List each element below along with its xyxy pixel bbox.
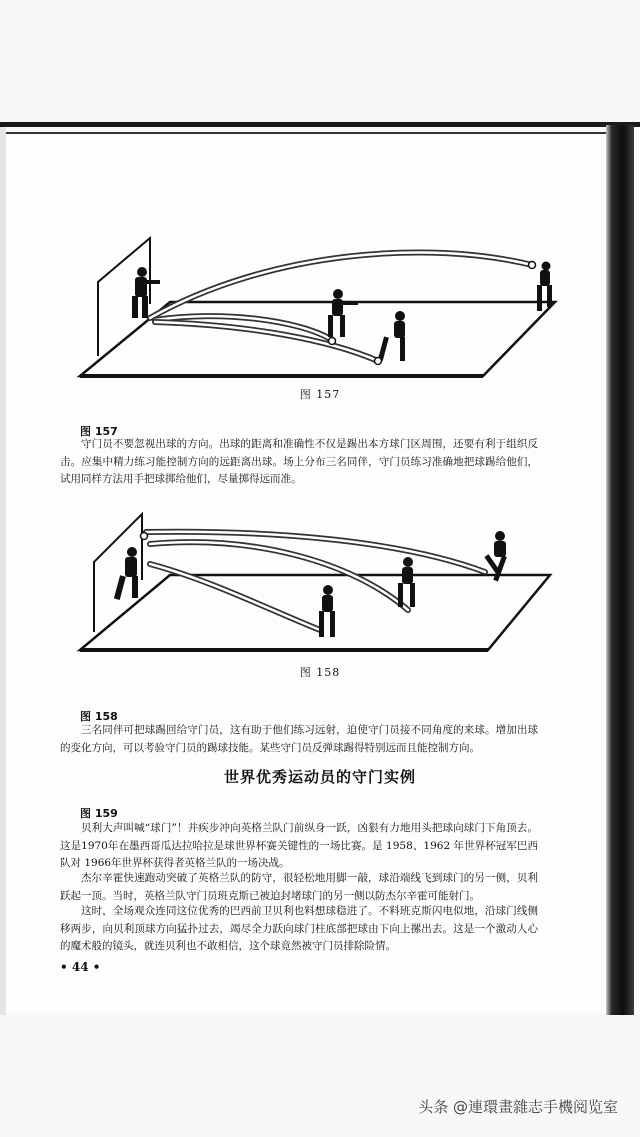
page-number: • 44 •: [60, 960, 101, 974]
section-paragraph-2: 杰尔辛霍快速跑动突破了英格兰队的防守，很轻松地用脚一敲，球沿端线飞到球门的另一侧，贝利跃起一顶。当时，英格兰队守门员班克斯已被迫封堵球门的另一侧以防杰尔辛霍可能射门。: [60, 872, 538, 902]
figure-158-illustration: [70, 510, 570, 660]
book-spine-edge: [606, 125, 634, 1015]
goalkeeper-figure: [132, 267, 160, 318]
page-top-edge: [0, 122, 640, 127]
figure-157-label: 图 157: [80, 425, 118, 438]
figure-158-label: 图 158: [80, 710, 118, 723]
section-title: 世界优秀运动员的守门实例: [223, 768, 416, 786]
figure-157-caption: 图 157: [299, 388, 341, 401]
page-left-edge: [0, 125, 6, 1015]
page-header-rule: [6, 132, 606, 134]
figure-157-text: 守门员不要忽视出球的方向。出球的距离和准确性不仅是踢出本方球门区周围，还要有利于组织反击。应集中精力练习能控制方向的远距离出球。场上分布三名同伴，守门员练习准确地把球踢给他们，试用同样方法用手把球掷给他们，尽量掷得远而准。: [60, 438, 538, 485]
figure-157-illustration: [70, 230, 570, 390]
watermark: 头条 @連環畫雜志手機阅览室: [418, 1098, 618, 1116]
section-paragraph-1: 贝利大声叫喊“球门”！并疾步冲向英格兰队门前纵身一跃，凶狠有力地用头把球向球门下角顶去。这是1970年在墨西哥瓜达拉哈拉是球世界杯赛关键性的一场比赛。是 1958、1962 年世界杯冠军巴西队对 1966年世界杯获得者英格兰队的一场决战。: [60, 822, 538, 869]
figure-158-caption: 图 158: [299, 666, 341, 679]
section-paragraph-3: 这时，全场观众连同这位优秀的巴西前卫贝利也料想球稳进了。不料班克斯闪电似地，沿球门线侧移两步，向贝利顶球方向猛扑过去，竭尽全力跃向球门柱底部把球由下向上摞出去。这是一个激动人心的魔术般的镜头，就连贝利也不敢相信，这个球竟然被守门员排除险情。: [60, 905, 538, 952]
figure-159-label: 图 159: [80, 807, 118, 820]
figure-158-text: 三名同伴可把球踢回给守门员，这有助于他们练习远射，迫使守门员接不同角度的来球。增加出球的变化方向，可以考验守门员的踢球技能。某些守门员反弹球踢得特别远而且能控制方向。: [60, 724, 538, 754]
